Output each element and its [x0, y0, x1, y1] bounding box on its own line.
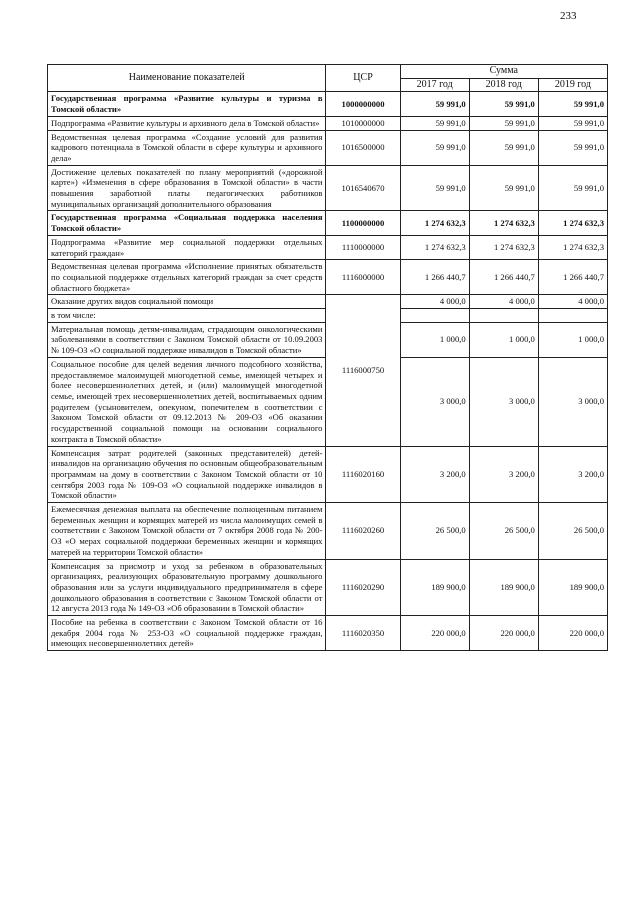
row-name: Социальное пособие для целей ведения личного подсобного хозяйства, предоставляемое малоимущей многодетной семье, имеющей четырех и более несовершеннолетних детей, и (или) малоимущей многодетной семье, имеющей трех несовершеннолетних детей, воспитываемых одним родителем (усыновителем, опекуном, попечителем в соответствии с Законом Томской области от 09.12.2013 № 209-ОЗ «Об оказании государственной социальной помощи на основании социального контракта в Томской области» [48, 357, 326, 446]
row-2018: 26 500,0 [469, 503, 538, 560]
row-2018 [469, 309, 538, 323]
header-csr: ЦСР [326, 65, 400, 92]
row-2019 [538, 309, 607, 323]
row-name: Государственная программа «Социальная поддержка населения Томской области» [48, 211, 326, 235]
table-row [48, 116, 608, 130]
row-2019: 1 266 440,7 [538, 260, 607, 295]
table-row [48, 503, 608, 560]
row-2019: 59 991,0 [538, 92, 607, 116]
row-2018: 189 900,0 [469, 559, 538, 616]
row-2017: 1 266 440,7 [400, 260, 469, 295]
table-row [48, 260, 608, 295]
row-csr: 1016500000 [326, 130, 400, 165]
header-sum: Сумма [400, 65, 607, 79]
budget-table [47, 64, 608, 651]
header-year-2019: 2019 год [538, 78, 607, 92]
row-csr: 1116020160 [326, 446, 400, 503]
table-row [48, 446, 608, 503]
row-name: Государственная программа «Развитие культуры и туризма в Томской области» [48, 92, 326, 116]
row-name: Подпрограмма «Развитие культуры и архивного дела в Томской области» [48, 116, 326, 130]
row-2019: 3 000,0 [538, 357, 607, 446]
row-2019: 3 200,0 [538, 446, 607, 503]
row-2018: 220 000,0 [469, 616, 538, 651]
row-2019: 4 000,0 [538, 295, 607, 309]
row-2019: 1 274 632,3 [538, 211, 607, 235]
table-row [48, 559, 608, 616]
row-2018: 3 200,0 [469, 446, 538, 503]
row-2017: 1 000,0 [400, 322, 469, 357]
row-name: Достижение целевых показателей по плану мероприятий («дорожной карте») «Изменения в сфере образования в Томской области» в части повышения заработной платы педагогических работников муниципальных организаций дополнительного образования [48, 165, 326, 211]
row-2018: 59 991,0 [469, 116, 538, 130]
row-csr: 1100000000 [326, 211, 400, 235]
table-row [48, 235, 608, 259]
row-2019: 59 991,0 [538, 165, 607, 211]
row-name: Пособие на ребенка в соответствии с Законом Томской области от 16 декабря 2004 года № 253-ОЗ «О социальной поддержке граждан, имеющих несовершеннолетних детей» [48, 616, 326, 651]
row-csr: 1116020260 [326, 503, 400, 560]
row-2017 [400, 309, 469, 323]
row-2017: 4 000,0 [400, 295, 469, 309]
row-name: Ведомственная целевая программа «Исполнение принятых обязательств по социальной поддержке отдельных категорий граждан за счет средств областного бюджета» [48, 260, 326, 295]
row-2018: 1 274 632,3 [469, 211, 538, 235]
header-year-2018: 2018 год [469, 78, 538, 92]
row-name: Материальная помощь детям-инвалидам, страдающим онкологическими заболеваниями в соответствии с Законом Томской области от 10.09.2003 № 109-ОЗ «О социальной поддержке инвалидов в Томской области» [48, 322, 326, 357]
row-2019: 1 000,0 [538, 322, 607, 357]
row-name: Ежемесячная денежная выплата на обеспечение полноценным питанием беременных женщин и кормящих матерей из числа малоимущих семей в соответствии с Законом Томской области от 7 октября 2008 года № 200-ОЗ «О мерах социальной поддержки беременных женщин и кормящих матерей на территории Томской области» [48, 503, 326, 560]
row-2018: 4 000,0 [469, 295, 538, 309]
row-2018: 1 274 632,3 [469, 235, 538, 259]
row-2019: 220 000,0 [538, 616, 607, 651]
table-row [48, 211, 608, 235]
row-csr: 1116000750 [326, 295, 400, 446]
row-2017: 189 900,0 [400, 559, 469, 616]
header-name: Наименование показателей [48, 65, 326, 92]
row-name: Компенсация за присмотр и уход за ребенком в образовательных организациях, реализующих образовательную программу дошкольного образования или за услуги индивидуального предпринимателя в сфере дошкольного образования в соответствии с Законом Томской области от 12 августа 2013 года № 149-ОЗ «Об образовании в Томской области» [48, 559, 326, 616]
row-2018: 59 991,0 [469, 92, 538, 116]
row-2017: 3 000,0 [400, 357, 469, 446]
row-name: Ведомственная целевая программа «Создание условий для развития кадрового потенциала в Томской области в сфере культуры и архивного дела» [48, 130, 326, 165]
row-2019: 1 274 632,3 [538, 235, 607, 259]
table-row [48, 92, 608, 116]
table-row [48, 130, 608, 165]
table-row [48, 616, 608, 651]
row-2017: 59 991,0 [400, 165, 469, 211]
page-number: 233 [560, 10, 577, 22]
row-2018: 59 991,0 [469, 165, 538, 211]
row-2018: 59 991,0 [469, 130, 538, 165]
row-name: в том числе: [48, 309, 326, 323]
row-name: Компенсация затрат родителей (законных представителей) детей-инвалидов на организацию обучения по основным общеобразовательным программам на дому в соответствии с Законом Томской области от 10 сентября 2003 года № 109-ОЗ «О социальной поддержке инвалидов в Томской области» [48, 446, 326, 503]
row-2017: 1 274 632,3 [400, 211, 469, 235]
row-name: Оказание других видов социальной помощи [48, 295, 326, 309]
header-year-2017: 2017 год [400, 78, 469, 92]
row-csr: 1116020290 [326, 559, 400, 616]
row-2017: 220 000,0 [400, 616, 469, 651]
row-2017: 59 991,0 [400, 92, 469, 116]
row-2019: 59 991,0 [538, 130, 607, 165]
row-2017: 3 200,0 [400, 446, 469, 503]
table-row [48, 295, 608, 309]
row-2018: 3 000,0 [469, 357, 538, 446]
row-csr: 1016540670 [326, 165, 400, 211]
row-csr: 1110000000 [326, 235, 400, 259]
row-2019: 189 900,0 [538, 559, 607, 616]
row-2017: 1 274 632,3 [400, 235, 469, 259]
row-2017: 26 500,0 [400, 503, 469, 560]
row-name: Подпрограмма «Развитие мер социальной поддержки отдельных категорий граждан» [48, 235, 326, 259]
row-2017: 59 991,0 [400, 130, 469, 165]
row-csr: 1010000000 [326, 116, 400, 130]
row-2019: 26 500,0 [538, 503, 607, 560]
row-2018: 1 266 440,7 [469, 260, 538, 295]
row-2019: 59 991,0 [538, 116, 607, 130]
row-2018: 1 000,0 [469, 322, 538, 357]
row-csr: 1116020350 [326, 616, 400, 651]
table-row [48, 165, 608, 211]
row-2017: 59 991,0 [400, 116, 469, 130]
row-csr: 1116000000 [326, 260, 400, 295]
row-csr: 1000000000 [326, 92, 400, 116]
